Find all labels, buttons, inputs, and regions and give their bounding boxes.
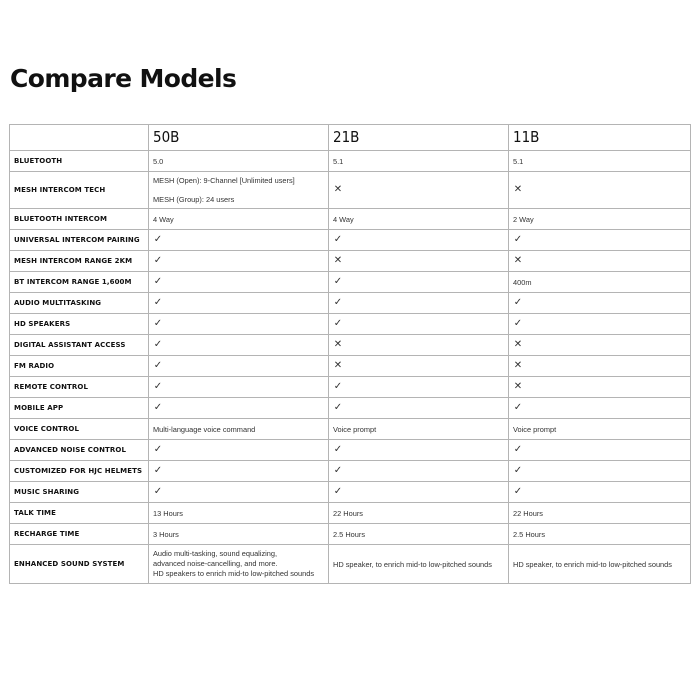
feature-label: UNIVERSAL INTERCOM PAIRING bbox=[10, 230, 149, 251]
feature-label: HD SPEAKERS bbox=[10, 314, 149, 335]
feature-label: MOBILE APP bbox=[10, 398, 149, 419]
check-icon: ✓ bbox=[513, 465, 523, 476]
feature-label: MESH INTERCOM RANGE 2KM bbox=[10, 251, 149, 272]
check-icon: ✓ bbox=[513, 444, 523, 455]
cell-11b: 400m bbox=[509, 272, 691, 293]
feature-label: FM RADIO bbox=[10, 356, 149, 377]
check-icon: ✓ bbox=[513, 234, 523, 245]
cross-icon: ✕ bbox=[513, 184, 523, 195]
check-icon: ✓ bbox=[153, 402, 163, 413]
check-icon: ✓ bbox=[153, 360, 163, 371]
cell-21b: 5.1 bbox=[329, 151, 509, 172]
cell-21b: HD speaker, to enrich mid-to low-pitched sounds bbox=[329, 545, 509, 584]
cell-50b bbox=[149, 172, 329, 209]
header-blank-cell bbox=[10, 125, 149, 151]
cell-text-line: MESH (Open): 9-Channel [Unlimited users] bbox=[153, 175, 295, 185]
check-icon: ✓ bbox=[153, 318, 163, 329]
check-icon: ✓ bbox=[333, 234, 343, 245]
cell-11b: 22 Hours bbox=[509, 503, 691, 524]
table-row bbox=[10, 314, 691, 335]
check-icon: ✓ bbox=[513, 318, 523, 329]
table-row bbox=[10, 172, 691, 209]
check-icon: ✓ bbox=[513, 402, 523, 413]
model-header-11b: 11B bbox=[509, 125, 691, 151]
cell-21b bbox=[329, 293, 509, 314]
cell-21b bbox=[329, 335, 509, 356]
cell-21b bbox=[329, 356, 509, 377]
cell-50b bbox=[149, 377, 329, 398]
cell-50b bbox=[149, 272, 329, 293]
cell-text-line: HD speakers to enrich mid-to low-pitched sounds bbox=[153, 569, 315, 578]
cell-11b bbox=[509, 377, 691, 398]
table-row bbox=[10, 151, 691, 172]
feature-label: ADVANCED NOISE CONTROL bbox=[10, 440, 149, 461]
cross-icon: ✕ bbox=[513, 339, 523, 350]
table-row bbox=[10, 398, 691, 419]
check-icon: ✓ bbox=[153, 381, 163, 392]
table-row bbox=[10, 545, 691, 584]
cell-21b bbox=[329, 377, 509, 398]
check-icon: ✓ bbox=[153, 255, 163, 266]
cell-21b bbox=[329, 440, 509, 461]
feature-label: BT INTERCOM RANGE 1,600M bbox=[10, 272, 149, 293]
cell-21b: 4 Way bbox=[329, 209, 509, 230]
cell-21b bbox=[329, 272, 509, 293]
cell-11b bbox=[509, 251, 691, 272]
feature-label: REMOTE CONTROL bbox=[10, 377, 149, 398]
cell-50b bbox=[149, 398, 329, 419]
cell-11b bbox=[509, 440, 691, 461]
cell-21b bbox=[329, 230, 509, 251]
cell-50b bbox=[149, 356, 329, 377]
check-icon: ✓ bbox=[333, 318, 343, 329]
cell-50b bbox=[149, 314, 329, 335]
cell-21b: Voice prompt bbox=[329, 419, 509, 440]
cell-50b bbox=[149, 335, 329, 356]
cell-text-line: Audio multi-tasking, sound equalizing, bbox=[153, 549, 278, 558]
cell-50b: 4 Way bbox=[149, 209, 329, 230]
table-row bbox=[10, 461, 691, 482]
check-icon: ✓ bbox=[153, 297, 163, 308]
check-icon: ✓ bbox=[153, 339, 163, 350]
cell-50b: Multi-language voice command bbox=[149, 419, 329, 440]
cross-icon: ✕ bbox=[333, 339, 343, 350]
cell-11b bbox=[509, 172, 691, 209]
check-icon: ✓ bbox=[333, 297, 343, 308]
comparison-table bbox=[9, 124, 691, 584]
check-icon: ✓ bbox=[153, 234, 163, 245]
table-row bbox=[10, 356, 691, 377]
check-icon: ✓ bbox=[153, 486, 163, 497]
check-icon: ✓ bbox=[333, 486, 343, 497]
cell-text-line: advanced noise-cancelling, and more. bbox=[153, 559, 278, 568]
cell-50b bbox=[149, 293, 329, 314]
check-icon: ✓ bbox=[153, 444, 163, 455]
cell-21b bbox=[329, 251, 509, 272]
cell-21b bbox=[329, 482, 509, 503]
table-row bbox=[10, 251, 691, 272]
feature-label: BLUETOOTH INTERCOM bbox=[10, 209, 149, 230]
check-icon: ✓ bbox=[513, 297, 523, 308]
cross-icon: ✕ bbox=[513, 381, 523, 392]
cell-50b: 3 Hours bbox=[149, 524, 329, 545]
cell-50b: 5.0 bbox=[149, 151, 329, 172]
cell-21b bbox=[329, 314, 509, 335]
cell-50b bbox=[149, 251, 329, 272]
table-row bbox=[10, 503, 691, 524]
check-icon: ✓ bbox=[153, 465, 163, 476]
cell-11b bbox=[509, 230, 691, 251]
feature-label: TALK TIME bbox=[10, 503, 149, 524]
cell-text-line: MESH (Group): 24 users bbox=[153, 194, 235, 204]
cell-11b: HD speaker, to enrich mid-to low-pitched sounds bbox=[509, 545, 691, 584]
feature-label: BLUETOOTH bbox=[10, 151, 149, 172]
cross-icon: ✕ bbox=[333, 360, 343, 371]
cell-11b bbox=[509, 356, 691, 377]
feature-label: RECHARGE TIME bbox=[10, 524, 149, 545]
cell-50b bbox=[149, 440, 329, 461]
check-icon: ✓ bbox=[153, 276, 163, 287]
cell-21b bbox=[329, 398, 509, 419]
cross-icon: ✕ bbox=[513, 360, 523, 371]
feature-label: MESH INTERCOM TECH bbox=[10, 172, 149, 209]
table-row bbox=[10, 482, 691, 503]
cell-11b bbox=[509, 293, 691, 314]
table-row bbox=[10, 230, 691, 251]
model-header-21b: 21B bbox=[329, 125, 509, 151]
table-row bbox=[10, 293, 691, 314]
cell-11b bbox=[509, 461, 691, 482]
feature-label: MUSIC SHARING bbox=[10, 482, 149, 503]
cross-icon: ✕ bbox=[333, 184, 343, 195]
cell-50b bbox=[149, 482, 329, 503]
cell-21b: 2.5 Hours bbox=[329, 524, 509, 545]
check-icon: ✓ bbox=[333, 465, 343, 476]
cell-50b bbox=[149, 545, 329, 584]
cell-11b bbox=[509, 482, 691, 503]
check-icon: ✓ bbox=[333, 444, 343, 455]
check-icon: ✓ bbox=[513, 486, 523, 497]
cell-50b bbox=[149, 461, 329, 482]
cross-icon: ✕ bbox=[513, 255, 523, 266]
cell-50b bbox=[149, 230, 329, 251]
feature-label: ENHANCED SOUND SYSTEM bbox=[10, 545, 149, 584]
table-row bbox=[10, 335, 691, 356]
table-header-row bbox=[10, 125, 691, 151]
feature-label: VOICE CONTROL bbox=[10, 419, 149, 440]
feature-label: AUDIO MULTITASKING bbox=[10, 293, 149, 314]
feature-label: CUSTOMIZED FOR HJC HELMETS bbox=[10, 461, 149, 482]
table-row bbox=[10, 419, 691, 440]
cell-11b bbox=[509, 398, 691, 419]
cell-21b bbox=[329, 172, 509, 209]
model-header-50b: 50B bbox=[149, 125, 329, 151]
table-row bbox=[10, 377, 691, 398]
check-icon: ✓ bbox=[333, 276, 343, 287]
cell-11b bbox=[509, 314, 691, 335]
cross-icon: ✕ bbox=[333, 255, 343, 266]
table-row bbox=[10, 209, 691, 230]
table-row bbox=[10, 440, 691, 461]
table-row bbox=[10, 272, 691, 293]
page-title: Compare Models bbox=[10, 64, 237, 93]
cell-21b: 22 Hours bbox=[329, 503, 509, 524]
cell-11b: 5.1 bbox=[509, 151, 691, 172]
cell-11b: 2.5 Hours bbox=[509, 524, 691, 545]
cell-11b: Voice prompt bbox=[509, 419, 691, 440]
feature-label: DIGITAL ASSISTANT ACCESS bbox=[10, 335, 149, 356]
table-row bbox=[10, 524, 691, 545]
check-icon: ✓ bbox=[333, 381, 343, 392]
cell-50b: 13 Hours bbox=[149, 503, 329, 524]
cell-11b bbox=[509, 335, 691, 356]
cell-21b bbox=[329, 461, 509, 482]
cell-11b: 2 Way bbox=[509, 209, 691, 230]
check-icon: ✓ bbox=[333, 402, 343, 413]
